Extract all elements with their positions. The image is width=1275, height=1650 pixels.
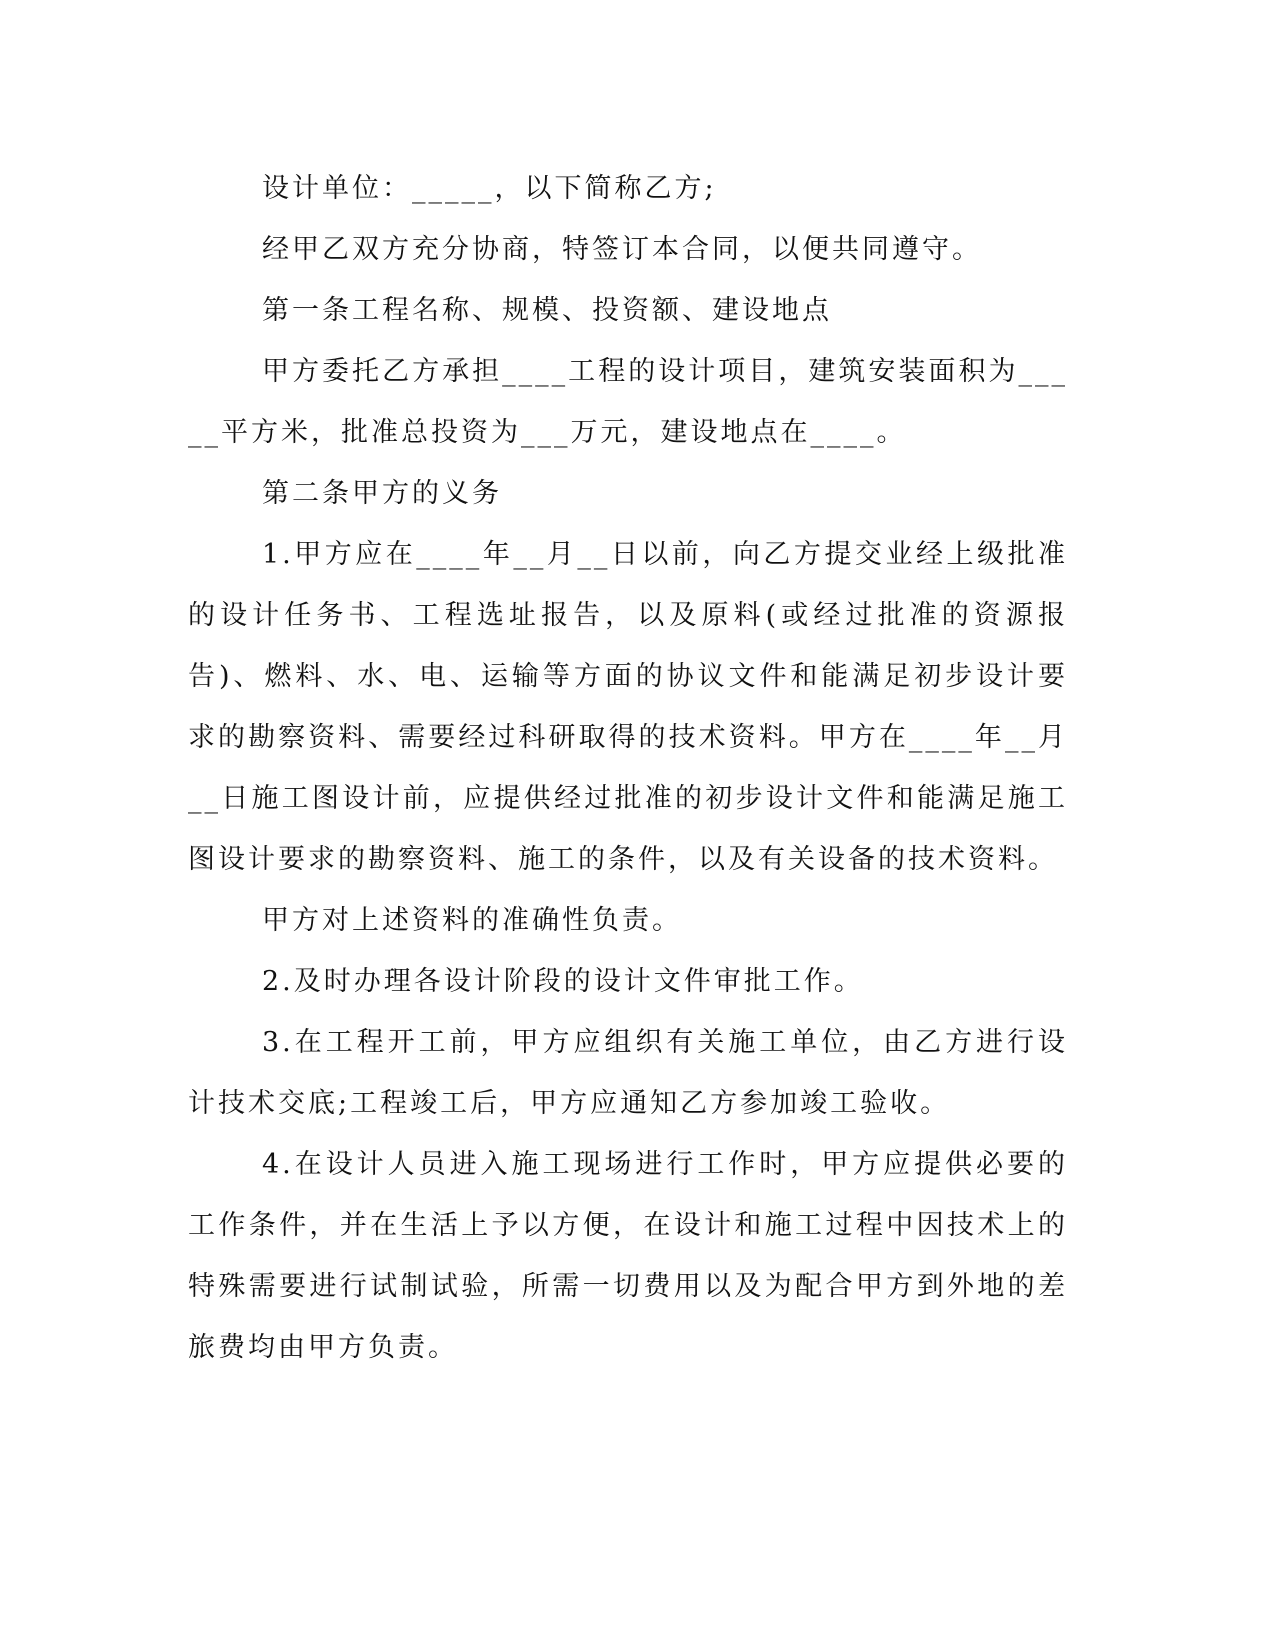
paragraph-accuracy: 甲方对上述资料的准确性负责。 — [262, 905, 682, 936]
paragraph-obligation-4: 4.在设计人员进入施工现场进行工作时，甲方应提供必要的工作条件，并在生活上予以方便，在设计和施工过程中因技术上的特殊需要进行试制试验，所需一切费用以及为配合甲方到外地的差旅费均由甲方负责。 — [188, 1149, 1068, 1363]
paragraph-design-unit: 设计单位：_____，以下简称乙方; — [262, 173, 717, 204]
paragraph-obligation-3: 3.在工程开工前，甲方应组织有关施工单位，由乙方进行设计技术交底;工程竣工后，甲方应通知乙方参加竣工验收。 — [188, 1027, 1068, 1119]
document-body — [188, 158, 1068, 1378]
heading-article-two: 第二条甲方的义务 — [262, 478, 502, 509]
paragraph-agreement: 经甲乙双方充分协商，特签订本合同，以便共同遵守。 — [262, 234, 982, 265]
heading-article-one: 第一条工程名称、规模、投资额、建设地点 — [262, 295, 832, 326]
paragraph-project-scope: 甲方委托乙方承担____工程的设计项目，建筑安装面积为_____平方米，批准总投资为___万元，建设地点在____。 — [188, 356, 1068, 448]
paragraph-obligation-2: 2.及时办理各设计阶段的设计文件审批工作。 — [262, 966, 864, 997]
paragraph-obligation-1: 1.甲方应在____年__月__日以前，向乙方提交业经上级批准的设计任务书、工程选址报告，以及原料(或经过批准的资源报告)、燃料、水、电、运输等方面的协议文件和能满足初步设计要求的勘察资料、需要经过科研取得的技术资料。甲方在____年__月__日施工图设计前，应提供经过批准的初步设计文件和能满足施工图设计要求的勘察资料、施工的条件，以及有关设备的技术资料。 — [188, 539, 1068, 875]
